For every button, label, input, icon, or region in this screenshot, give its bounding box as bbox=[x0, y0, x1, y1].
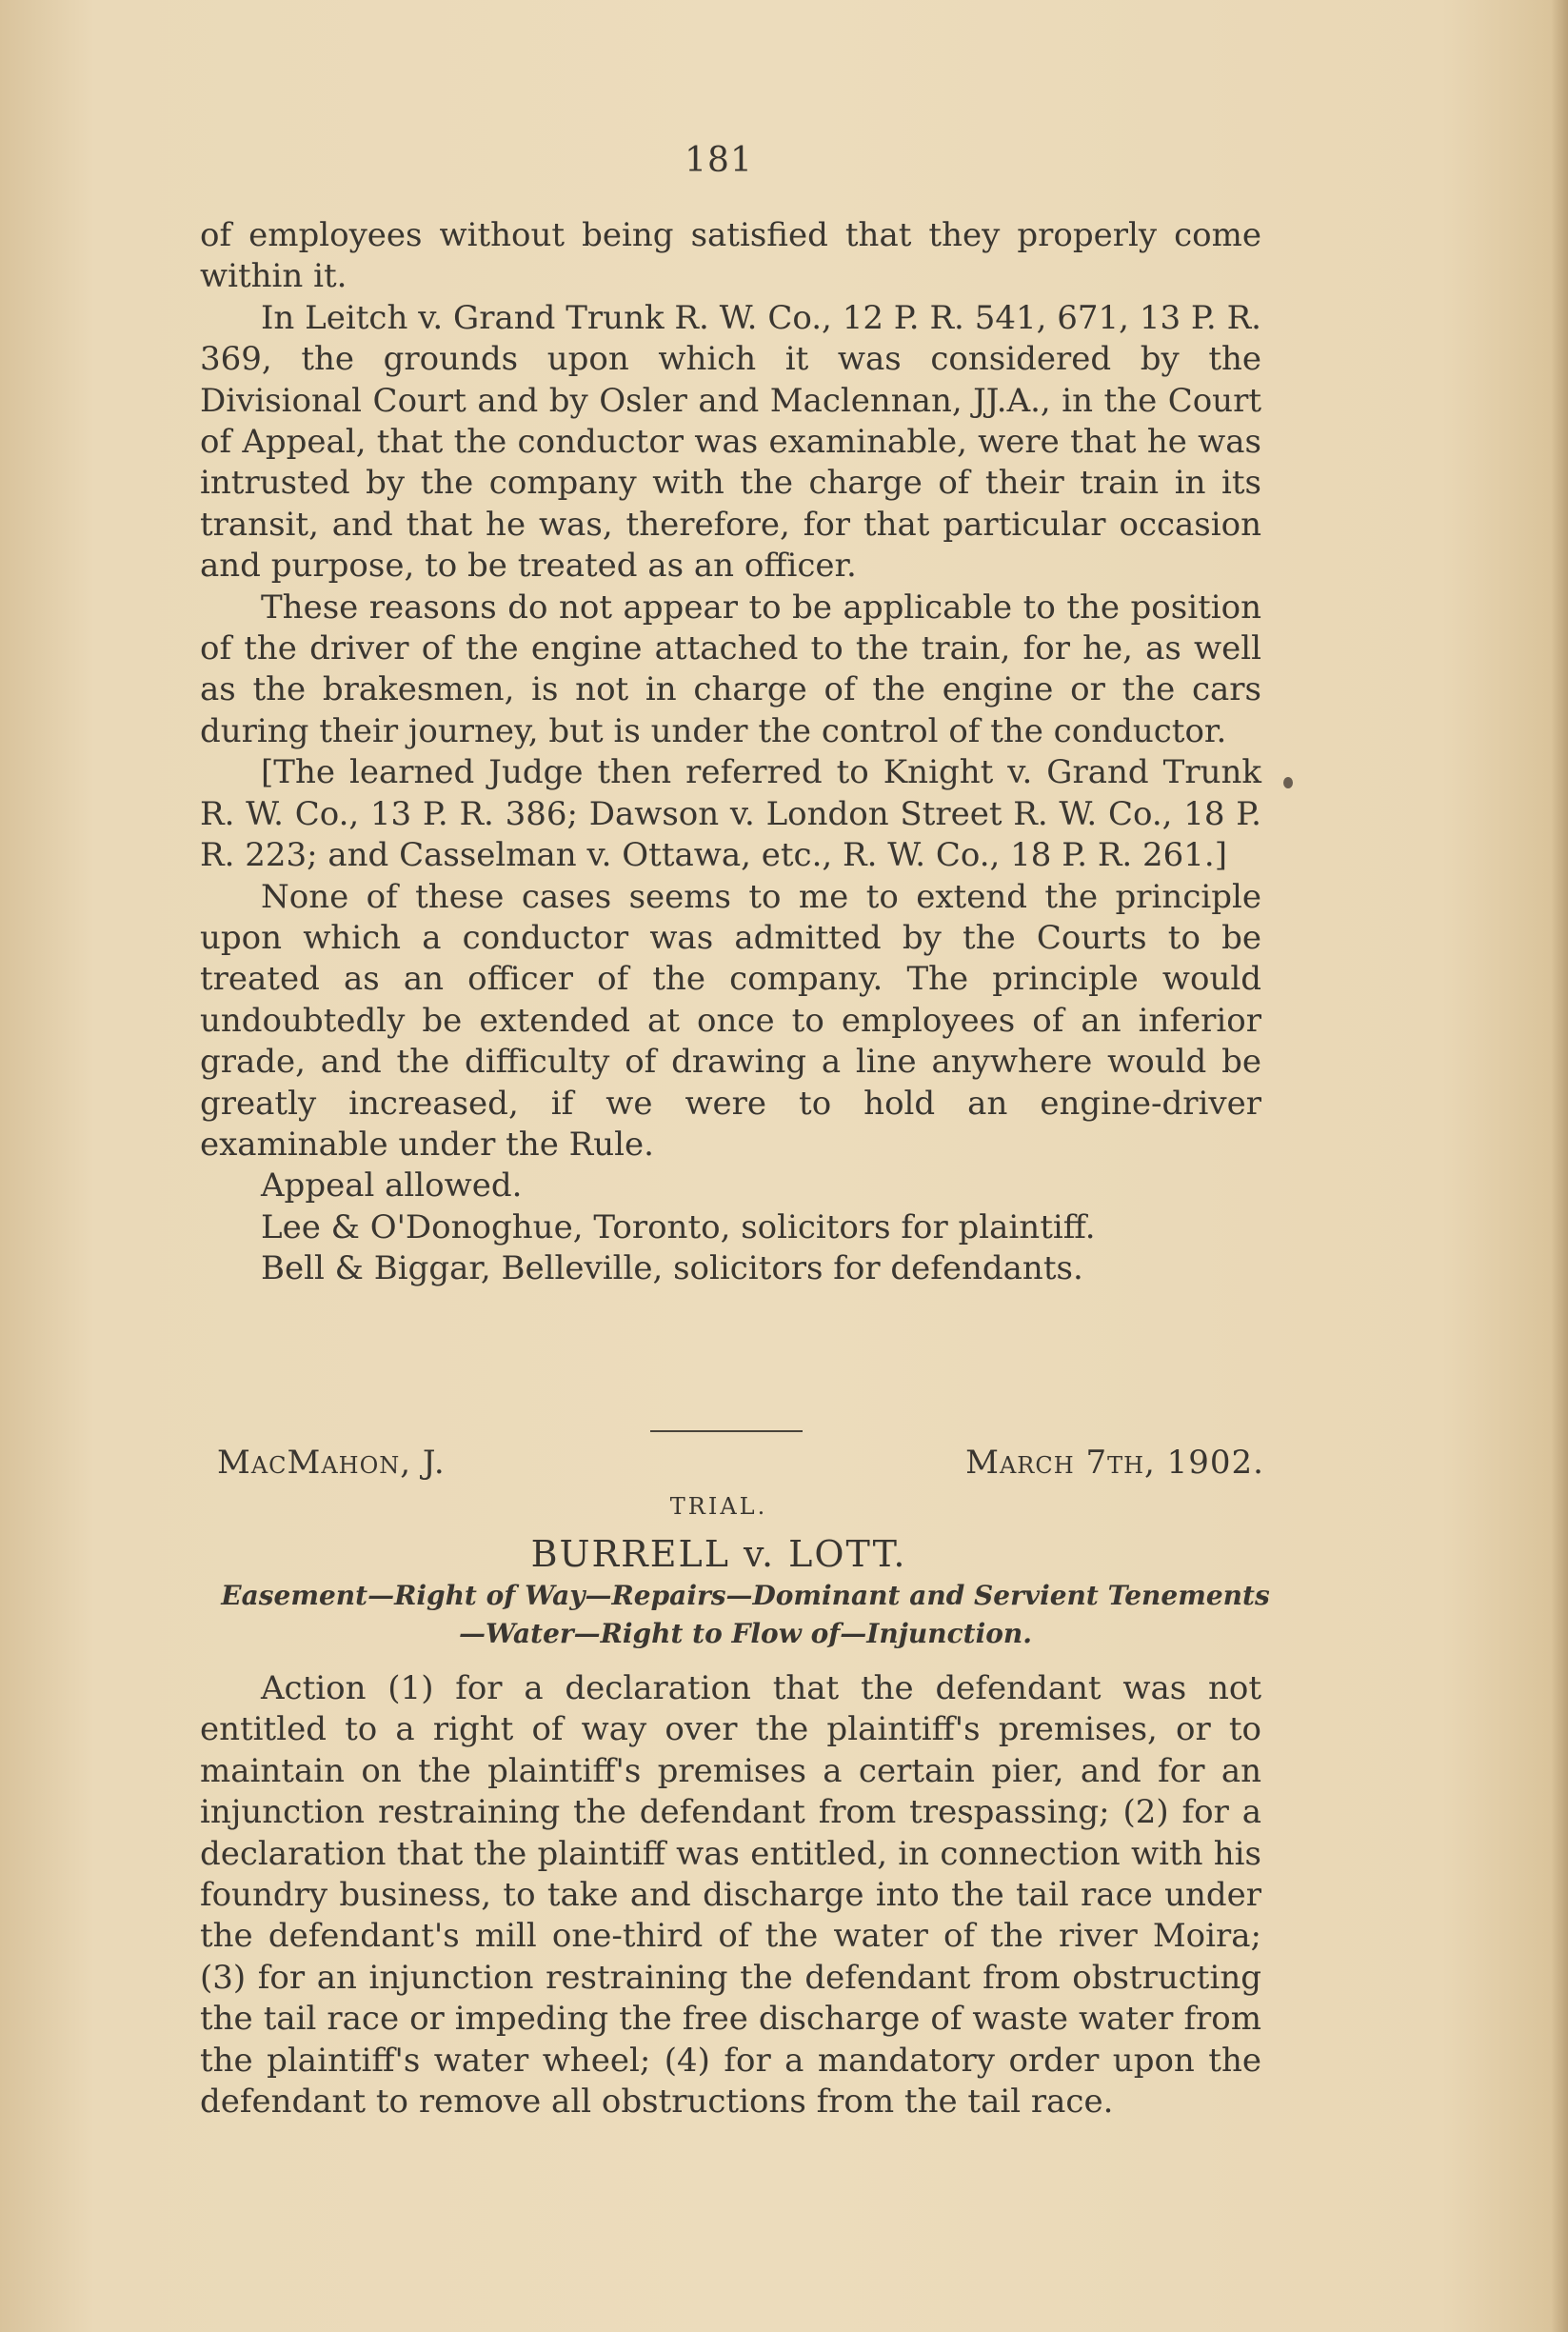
case-header-line bbox=[217, 1444, 1264, 1485]
paragraph-leitch: In Leitch v. Grand Trunk R. W. Co., 12 P. R. 541, 671, 13 P. R. 369, the grounds upon which it was considered by the Divisional Court and by Osler and Maclennan, JJ.A., in the Court of Appeal, that the conductor was examinable, were that he was intrusted by the company with the charge of their train in its transit, and that he was, therefore, for that particular occasion and purpose, to be treated as an officer. bbox=[200, 298, 1261, 586]
paragraph-referred: [The learned Judge then referred to Knight v. Grand Trunk R. W. Co., 13 P. R. 386; Dawson v. London Street R. W. Co., 18 P. R. 223; and Casselman v. Ottawa, etc., R. W. Co., 18 P. R. 261.] bbox=[200, 753, 1261, 875]
trial-label: TRIAL. bbox=[669, 1493, 768, 1520]
opinion-text bbox=[200, 215, 1261, 1290]
plaintiff-solicitors: Lee & O'Donoghue, Toronto, solicitors for plaintiff. bbox=[261, 1207, 1096, 1246]
case-date: March 7th, 1902. bbox=[965, 1444, 1264, 1482]
appeal-result: Appeal allowed. bbox=[261, 1166, 523, 1206]
case-title: BURRELL v. LOTT. bbox=[530, 1533, 907, 1575]
page-number: 181 bbox=[685, 141, 753, 180]
page-edge-shadow bbox=[1551, 0, 1568, 2332]
judge-name: MacMahon, J. bbox=[217, 1444, 446, 1482]
headnote: Easement—Right of Way—Repairs—Dominant and Servient Tenements—Water—Right to Flow of—Injunction. bbox=[221, 1580, 1270, 1649]
ink-spot bbox=[1283, 777, 1293, 788]
section-divider bbox=[650, 1430, 803, 1432]
paragraph-principle: None of these cases seems to me to extend the principle upon which a conductor was admitted by the Courts to be treated as an officer of the company. The principle would undoubtedly be extended at once to employees of an inferior grade, and the difficulty of drawing a line anywhere would be greatly increased, if we were to hold an engine-driver examinable under the Rule. bbox=[200, 877, 1261, 1164]
paragraph-reasons: These reasons do not appear to be applicable to the position of the driver of the engine attached to the train, for he, as well as the brakesmen, is not in charge of the engine or the cars during their journey, but is under the control of the conductor. bbox=[200, 588, 1261, 750]
case-body bbox=[200, 1668, 1261, 2123]
paragraph-continuation: of employees without being satisfied that they properly come within it. bbox=[200, 216, 1261, 296]
defendant-solicitors: Bell & Biggar, Belleville, solicitors for defendants. bbox=[261, 1249, 1083, 1288]
action-paragraph: Action (1) for a declaration that the defendant was not entitled to a right of way over the plaintiff's premises, or to maintain on the plaintiff's premises a certain pier, and for an injunction restraining the defendant from trespassing; (2) for a declaration that the plaintiff was entitled, in connection with his foundry business, to take and discharge into the tail race under the defendant's mill one-third of the water of the river Moira; (3) for an injunction restraining the defendant from obstructing the tail race or impeding the free discharge of waste water from the plaintiff's water wheel; (4) for a mandatory order upon the defendant to remove all obstructions from the tail race. bbox=[200, 1669, 1261, 2122]
